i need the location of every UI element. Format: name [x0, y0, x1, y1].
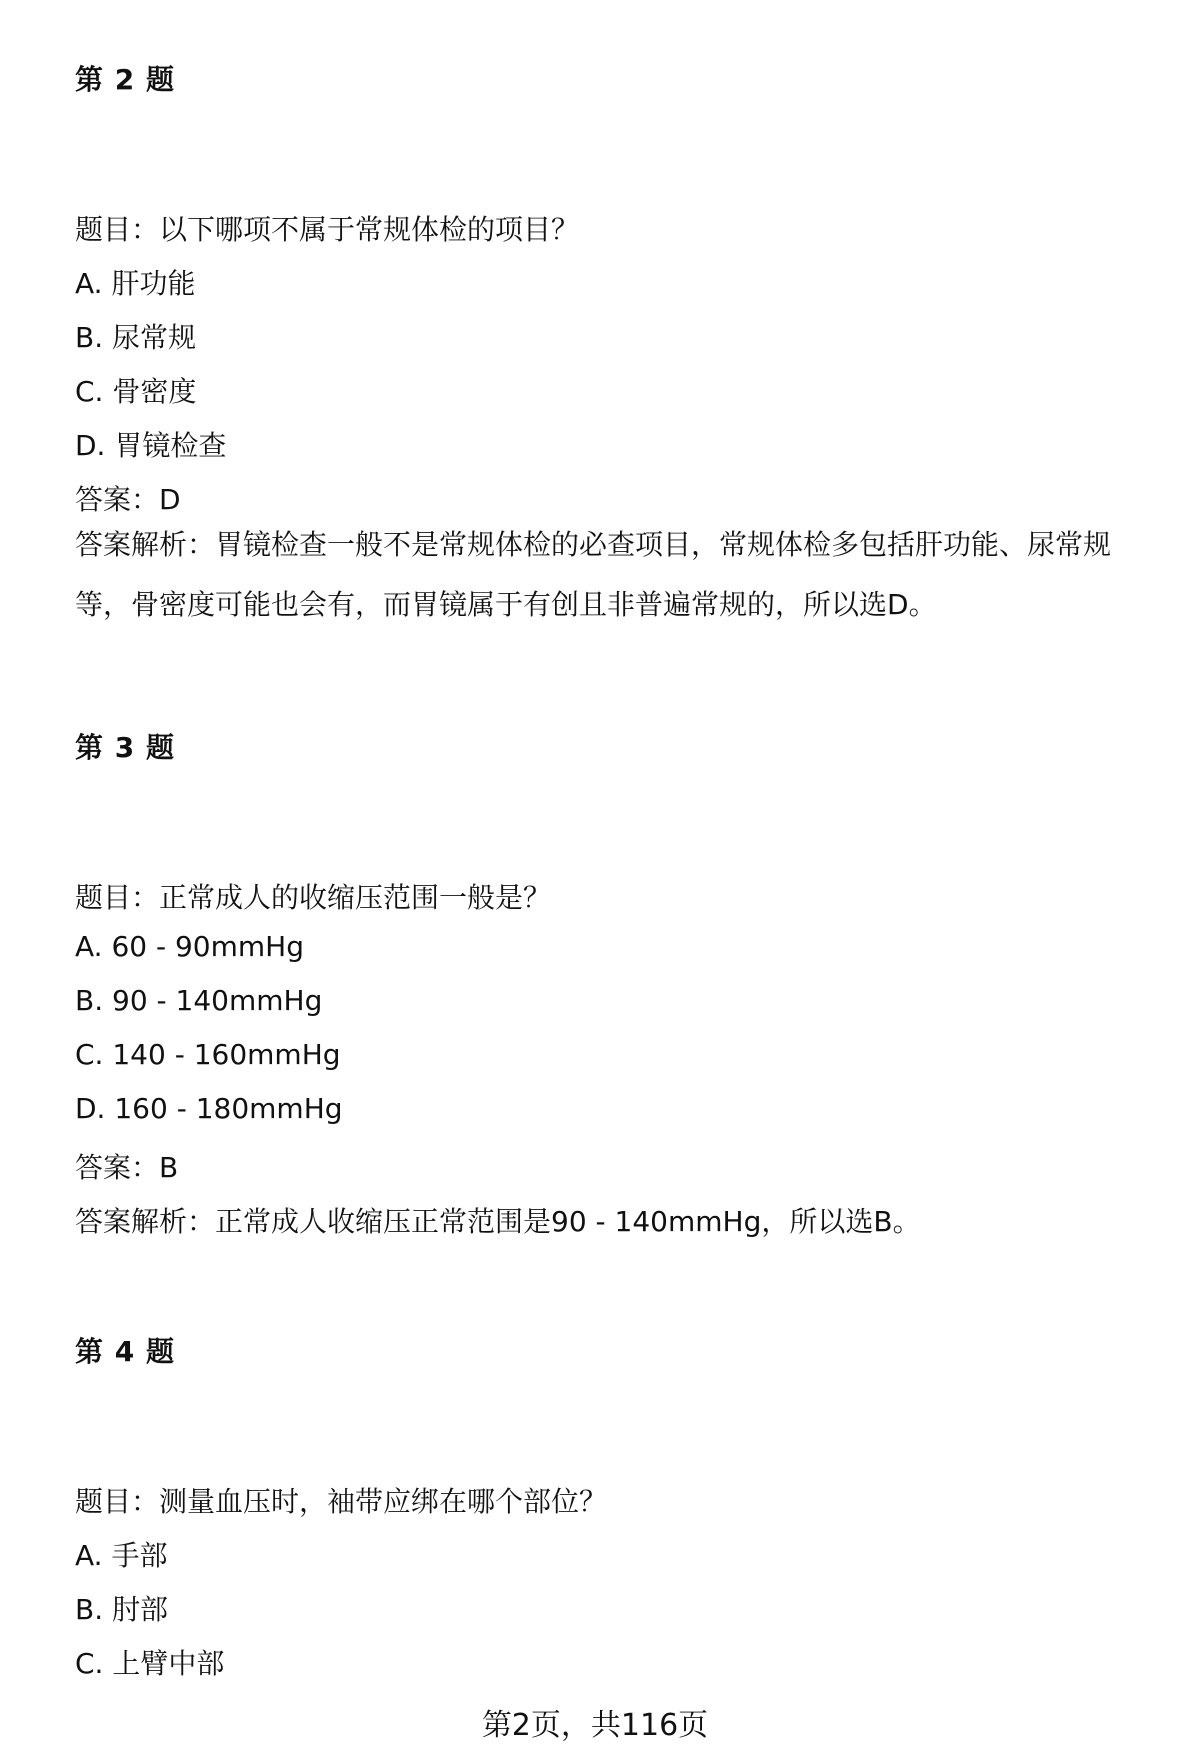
question-2-stem: 题目：以下哪项不属于常规体检的项目？: [75, 213, 580, 246]
question-3-stem: 题目：正常成人的收缩压范围一般是？: [75, 881, 552, 914]
question-3-explanation: 答案解析：正常成人收缩压正常范围是90 - 140mmHg，所以选B。: [75, 1205, 921, 1238]
question-4-heading: 第 4 题: [75, 1335, 175, 1368]
question-3-option-b: B. 90 - 140mmHg: [75, 984, 323, 1017]
question-4-option-b: B. 肘部: [75, 1593, 169, 1626]
question-3-option-d: D. 160 - 180mmHg: [75, 1092, 343, 1125]
question-2-heading: 第 2 题: [75, 63, 175, 96]
question-2-option-a: A. 肝功能: [75, 267, 196, 300]
question-3-option-a: A. 60 - 90mmHg: [75, 930, 305, 963]
question-3-heading: 第 3 题: [75, 731, 175, 764]
question-2-answer: 答案：D: [75, 483, 181, 516]
question-3-answer: 答案：B: [75, 1151, 179, 1184]
question-4-stem: 题目：测量血压时，袖带应绑在哪个部位？: [75, 1485, 608, 1518]
question-4-option-c: C. 上臂中部: [75, 1647, 225, 1680]
question-2-option-c: C. 骨密度: [75, 375, 197, 408]
page-number-footer: 第2页，共116页: [481, 1708, 709, 1743]
question-4-option-a: A. 手部: [75, 1539, 168, 1572]
question-2-option-d: D. 胃镜检查: [75, 429, 227, 462]
question-3-option-c: C. 140 - 160mmHg: [75, 1038, 341, 1071]
question-2-explanation: 答案解析：胃镜检查一般不是常规体检的必查项目，常规体检多包括肝功能、尿常规等，骨密度可能也会有，而胃镜属于有创且非普遍常规的，所以选D。: [75, 528, 1112, 621]
question-2-option-b: B. 尿常规: [75, 321, 197, 354]
